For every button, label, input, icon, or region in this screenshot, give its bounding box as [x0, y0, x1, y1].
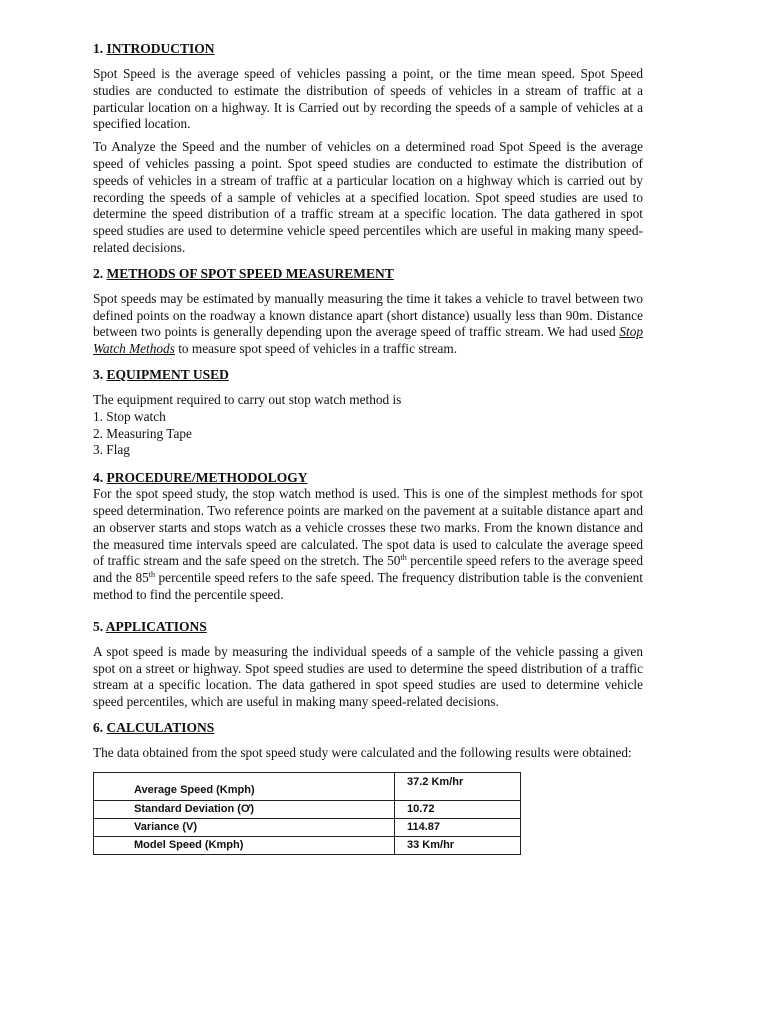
- document-body: [93, 40, 643, 863]
- section-equipment: [93, 366, 643, 459]
- list-item: 1. Stop watch: [93, 408, 166, 424]
- table-cell-label: Variance (V): [94, 818, 395, 836]
- superscript: th: [148, 570, 156, 580]
- section-heading: [93, 469, 643, 486]
- section-heading: [93, 40, 643, 57]
- list-intro: The equipment required to carry out stop watch method is: [93, 391, 402, 407]
- section-applications: [93, 618, 643, 711]
- table-row: [94, 836, 521, 854]
- paragraph: To Analyze the Speed and the number of vehicles on a determined road Spot Speed is the average speed of vehicles passing a point. Spot speed studies are conducted to estimate the distribution of speeds of vehicles in a stream of traffic at a particular location on a highway which is carried out by recording the speeds of a sample of vehicles at a specified location. Spot speed studies are used to determine the speed distribution of a traffic stream at a specific location. The data gathered in spot speed studies are used to determine vehicle speed percentiles which are useful in making many speed-related decisions.: [93, 139, 643, 255]
- paragraph: A spot speed is made by measuring the individual speeds of a sample of the vehicle passing a given spot on a street or highway. Spot speed studies are used to determine the speed distribution of a traffic stream at a specific location. The data gathered in spot speed studies are used to determine vehicle speed percentiles, which are useful in making many speed-related decisions.: [93, 643, 643, 710]
- paragraph: The data obtained from the spot speed study were calculated and the following results were obtained:: [93, 744, 632, 760]
- table-cell-value: 37.2 Km/hr: [395, 772, 521, 800]
- section-heading: [93, 265, 643, 282]
- results-table: [93, 772, 521, 855]
- paragraph-text: Spot speeds may be estimated by manually measuring the time it takes a vehicle to travel between two defined points on the roadway a known distance apart (short distance) usually less than 90m. Distance between two points is generally depending upon the average speed of traffic stream. We had used: [93, 290, 643, 340]
- paragraph-text: For the spot speed study, the stop watch method is used. This is one of the simplest methods for spot speed determination. Two reference points are marked on the pavement at a suitable distance apart and an observer starts and stops watch as a vehicle crosses these two marks. From the known distance and the measured time intervals speed are calculated. The spot data is used to calculate the average speed of traffic stream and the safe speed on the stretch. The 50: [93, 486, 643, 569]
- section-title: EQUIPMENT USED: [106, 366, 229, 382]
- paragraph-text: percentile speed refers to the average speed and the 85: [93, 553, 644, 586]
- paragraph: Spot Speed is the average speed of vehicles passing a point, or the time mean speed. Spot Speed studies are conducted to estimate the distribution of speeds of vehicles in a stream of traffic at a particular location on a highway. It is Carried out by recording the speeds of a sample of vehicles at a specified location.: [93, 66, 643, 132]
- table-row: [94, 800, 521, 818]
- section-heading: [93, 366, 643, 383]
- section-title: PROCEDURE/METHODOLOGY: [106, 470, 308, 486]
- section-number: 1.: [93, 41, 104, 56]
- section-number: 5.: [93, 618, 104, 634]
- table-cell-value: 114.87: [395, 818, 521, 836]
- table-row: [94, 818, 521, 836]
- section-procedure: [93, 469, 643, 604]
- table-cell-value: 33 Km/hr: [395, 836, 521, 854]
- section-title: CALCULATIONS: [106, 719, 215, 735]
- paragraph-text: percentile speed refers to the safe speed. The frequency distribution table is the convenient method to find the percentile speed.: [93, 570, 644, 602]
- superscript: th: [400, 553, 407, 563]
- paragraph: [93, 291, 643, 358]
- section-number: 4.: [93, 470, 104, 486]
- section-title: APPLICATIONS: [105, 618, 207, 634]
- section-methods: [93, 265, 643, 358]
- list-item: 3. Flag: [93, 442, 130, 458]
- section-heading: [93, 719, 643, 736]
- section-number: 6.: [93, 719, 104, 735]
- table-cell-label: Model Speed (Kmph): [94, 836, 395, 854]
- paragraph: [93, 486, 643, 604]
- list-item: 2. Measuring Tape: [93, 425, 192, 441]
- section-number: 2.: [93, 265, 104, 281]
- paragraph-text: to measure spot speed of vehicles in a traffic stream.: [174, 341, 458, 357]
- equipment-list: [93, 392, 643, 459]
- table-cell-label: Standard Deviation (Ơ): [94, 800, 395, 818]
- section-introduction: [93, 40, 643, 257]
- section-heading: [93, 618, 643, 635]
- section-title: INTRODUCTION: [106, 41, 215, 56]
- table-row: [94, 772, 521, 800]
- section-calculations: [93, 719, 643, 855]
- section-title: METHODS OF SPOT SPEED MEASUREMENT: [106, 265, 394, 281]
- section-number: 3.: [93, 366, 104, 382]
- table-cell-label: Average Speed (Kmph): [94, 772, 395, 800]
- table-cell-value: 10.72: [395, 800, 521, 818]
- stop-watch-methods-link[interactable]: Stop Watch Methods: [93, 324, 643, 357]
